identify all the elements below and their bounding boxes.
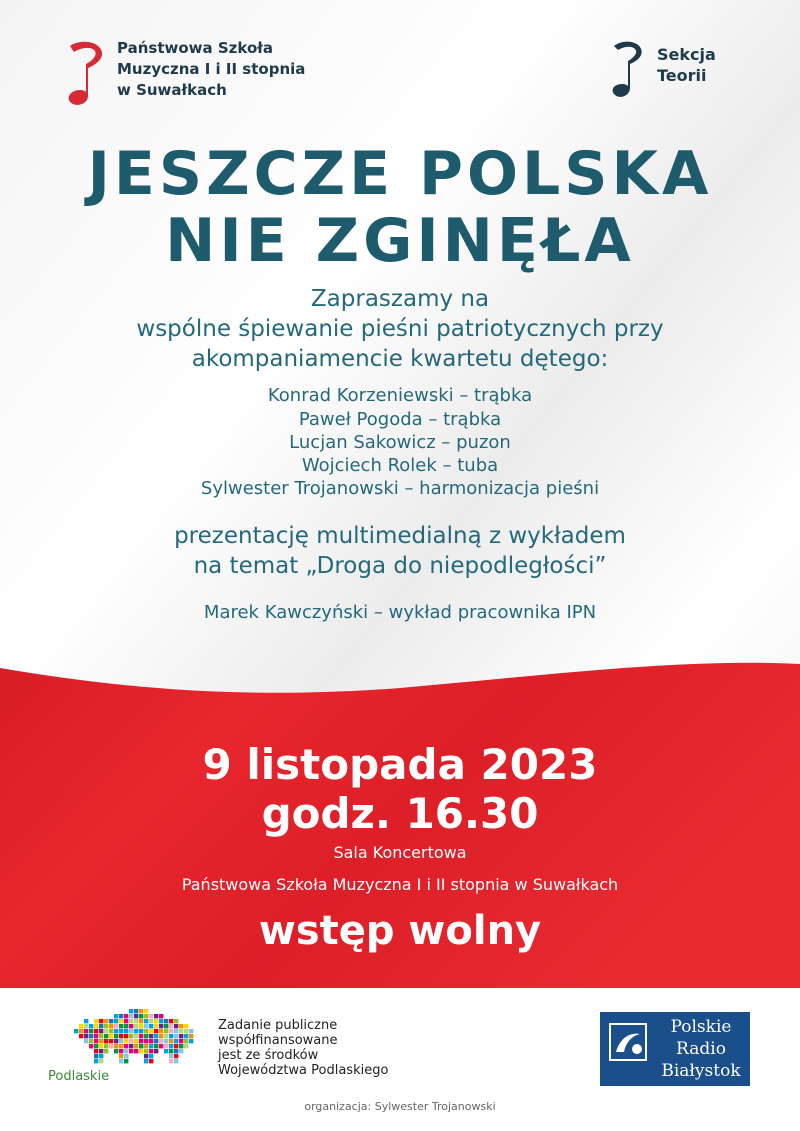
bison-mosaic-cell (124, 1034, 128, 1038)
bison-mosaic-cell (179, 1039, 183, 1043)
entry-info: wstęp wolny (258, 908, 542, 954)
bison-mosaic-cell (104, 1019, 108, 1023)
bison-mosaic-cell (94, 1044, 98, 1048)
bison-mosaic-cell (189, 1034, 193, 1038)
bison-mosaic-cell (154, 1044, 158, 1048)
radio-name-line: Białystok (661, 1061, 741, 1081)
bison-mosaic-cell (114, 1034, 118, 1038)
bison-mosaic-cell (144, 1019, 148, 1023)
bison-mosaic-cell (144, 1014, 148, 1018)
bison-mosaic-cell (149, 1044, 153, 1048)
bison-mosaic-cell (184, 1039, 188, 1043)
bison-mosaic-cell (119, 1024, 123, 1028)
bison-mosaic-cell (119, 1044, 123, 1048)
bison-mosaic-cell (104, 1024, 108, 1028)
bison-mosaic-cell (144, 1059, 148, 1063)
bison-mosaic-cell (139, 1029, 143, 1033)
section-name-line: Sekcja (657, 45, 716, 64)
school-name (117, 38, 377, 101)
bison-mosaic-cell (89, 1034, 93, 1038)
funding-line: jest ze środków (218, 1048, 319, 1063)
bison-mosaic-cell (174, 1059, 178, 1063)
event-date: 9 listopada 2023 (202, 740, 598, 789)
bison-mosaic-cell (189, 1029, 193, 1033)
bison-mosaic-cell (119, 1049, 123, 1053)
bison-mosaic-cell (149, 1039, 153, 1043)
bison-mosaic-cell (134, 1044, 138, 1048)
bison-mosaic-cell (114, 1029, 118, 1033)
bison-mosaic-cell (174, 1054, 178, 1058)
bison-mosaic-cell (94, 1039, 98, 1043)
bison-mosaic-cell (94, 1029, 98, 1033)
funding-line: Zadanie publiczne (218, 1018, 338, 1033)
bison-mosaic-cell (164, 1044, 168, 1048)
bison-mosaic-cell (129, 1009, 133, 1013)
school-name-line: Muzyczna I i II stopnia (117, 60, 306, 78)
bison-mosaic-cell (134, 1039, 138, 1043)
bison-mosaic-cell (164, 1034, 168, 1038)
bison-mosaic-cell (119, 1029, 123, 1033)
lecturer-line: Marek Kawczyński – wykład pracownika IPN (203, 602, 597, 623)
bison-mosaic-cell (154, 1019, 158, 1023)
podlaskie-label: Podlaskie (48, 1069, 110, 1084)
bison-mosaic-cell (79, 1024, 83, 1028)
bison-mosaic-cell (154, 1029, 158, 1033)
bison-mosaic-cell (179, 1029, 183, 1033)
bison-mosaic-cell (124, 1014, 128, 1018)
bison-mosaic-cell (169, 1059, 173, 1063)
bison-mosaic-cell (79, 1034, 83, 1038)
bison-mosaic-cell (114, 1019, 118, 1023)
bison-mosaic-cell (154, 1024, 158, 1028)
bison-mosaic-cell (174, 1044, 178, 1048)
bison-mosaic-cell (84, 1024, 88, 1028)
bison-mosaic-cell (124, 1029, 128, 1033)
bison-mosaic-cell (124, 1039, 128, 1043)
bison-mosaic-cell (94, 1019, 98, 1023)
performer-line: Wojciech Rolek – tuba (301, 455, 499, 476)
bison-mosaic-cell (169, 1034, 173, 1038)
bison-mosaic-cell (149, 1024, 153, 1028)
bison-mosaic-cell (124, 1049, 128, 1053)
polskie-radio-logo (600, 1012, 750, 1086)
bison-mosaic-cell (149, 1049, 153, 1053)
bison-mosaic-cell (139, 1049, 143, 1053)
bison-mosaic-cell (159, 1019, 163, 1023)
bison-mosaic-cell (89, 1029, 93, 1033)
school-name-line: w Suwałkach (117, 81, 227, 99)
performer-line: Konrad Korzeniewski – trąbka (267, 385, 533, 406)
bison-mosaic-cell (129, 1024, 133, 1028)
bison-mosaic-cell (134, 1034, 138, 1038)
bison-mosaic-cell (164, 1029, 168, 1033)
performer-line: Sylwester Trojanowski – harmonizacja pieśni (200, 478, 600, 499)
radio-name (654, 1016, 748, 1082)
bison-mosaic-cell (144, 1054, 148, 1058)
bison-mosaic-cell (169, 1054, 173, 1058)
bison-mosaic-cell (124, 1044, 128, 1048)
bison-mosaic-cell (169, 1044, 173, 1048)
bison-mosaic-cell (154, 1034, 158, 1038)
bison-mosaic-cell (129, 1044, 133, 1048)
bison-mosaic-cell (134, 1024, 138, 1028)
bison-mosaic-cell (129, 1034, 133, 1038)
bison-mosaic-cell (174, 1039, 178, 1043)
bison-mosaic-cell (99, 1039, 103, 1043)
bison-mosaic-cell (144, 1029, 148, 1033)
bison-mosaic-cell (99, 1059, 103, 1063)
bison-mosaic-cell (99, 1034, 103, 1038)
bison-mosaic-cell (164, 1049, 168, 1053)
invitation-line: Zapraszamy na (310, 286, 490, 312)
funding-note (218, 1018, 478, 1078)
organizer-note: organizacja: Sylwester Trojanowski (304, 1100, 496, 1113)
bison-mosaic-cell (129, 1019, 133, 1023)
bison-mosaic-cell (114, 1039, 118, 1043)
bison-mosaic-cell (104, 1034, 108, 1038)
bison-mosaic-cell (114, 1014, 118, 1018)
bison-mosaic-cell (134, 1019, 138, 1023)
red-music-note-icon (64, 38, 108, 108)
bison-mosaic-cell (99, 1024, 103, 1028)
bison-mosaic-cell (139, 1009, 143, 1013)
bison-mosaic-cell (89, 1024, 93, 1028)
bison-mosaic-cell (154, 1039, 158, 1043)
bison-mosaic-cell (169, 1049, 173, 1053)
bison-mosaic-cell (104, 1029, 108, 1033)
bison-mosaic-cell (79, 1029, 83, 1033)
bison-mosaic-cell (169, 1019, 173, 1023)
bison-mosaic-cell (169, 1029, 173, 1033)
radio-name-line: Polskie (670, 1017, 732, 1037)
bison-mosaic-cell (174, 1049, 178, 1053)
performer-line: Lucjan Sakowicz – puzon (289, 432, 511, 453)
bison-mosaic-cell (109, 1029, 113, 1033)
event-time: godz. 16.30 (261, 789, 539, 838)
bison-mosaic-cell (74, 1029, 78, 1033)
bison-mosaic-cell (144, 1039, 148, 1043)
bison-mosaic-cell (169, 1039, 173, 1043)
bison-mosaic-cell (139, 1019, 143, 1023)
bison-mosaic-cell (124, 1019, 128, 1023)
bison-mosaic-cell (104, 1039, 108, 1043)
bison-mosaic-cell (164, 1039, 168, 1043)
bison-mosaic-cell (164, 1019, 168, 1023)
bison-mosaic-cell (164, 1024, 168, 1028)
bison-mosaic-cell (99, 1029, 103, 1033)
bison-mosaic-cell (129, 1049, 133, 1053)
funding-line: Województwa Podlaskiego (218, 1063, 389, 1078)
venue-school: Państwowa Szkoła Muzyczna I i II stopnia w Suwałkach (181, 875, 619, 894)
bison-mosaic-cell (184, 1029, 188, 1033)
bison-mosaic-cell (99, 1054, 103, 1058)
bison-mosaic-cell (184, 1034, 188, 1038)
bison-mosaic-cell (139, 1014, 143, 1018)
bison-mosaic-cell (184, 1024, 188, 1028)
bison-mosaic-cell (159, 1034, 163, 1038)
bison-mosaic-cell (119, 1014, 123, 1018)
bison-mosaic-cell (179, 1044, 183, 1048)
bison-mosaic-cell (159, 1044, 163, 1048)
bison-mosaic-cell (134, 1049, 138, 1053)
bison-mosaic-cell (124, 1024, 128, 1028)
bison-mosaic-cell (159, 1039, 163, 1043)
bison-mosaic-cell (94, 1049, 98, 1053)
bison-mosaic-cell (114, 1024, 118, 1028)
invitation-line: wspólne śpiewanie pieśni patriotycznych przy (136, 316, 664, 342)
bison-mosaic-cell (109, 1019, 113, 1023)
bison-mosaic-cell (124, 1059, 128, 1063)
invitation-line: akompaniamencie kwartetu dętego: (191, 346, 609, 372)
bison-mosaic-cell (149, 1014, 153, 1018)
bison-mosaic-cell (109, 1044, 113, 1048)
bison-mosaic-cell (144, 1044, 148, 1048)
polskie-radio-icon (608, 1022, 648, 1062)
bison-mosaic-cell (119, 1034, 123, 1038)
bison-mosaic-cell (139, 1024, 143, 1028)
bison-mosaic-cell (124, 1054, 128, 1058)
venue-room: Sala Koncertowa (333, 843, 467, 862)
bison-mosaic-cell (149, 1054, 153, 1058)
bison-mosaic-cell (174, 1024, 178, 1028)
bison-mosaic-cell (174, 1029, 178, 1033)
bison-mosaic-cell (134, 1029, 138, 1033)
bison-mosaic-cell (129, 1014, 133, 1018)
bison-mosaic-cell (149, 1029, 153, 1033)
bison-mosaic-cell (179, 1024, 183, 1028)
bison-mosaic-cell (84, 1019, 88, 1023)
section-name (657, 44, 767, 86)
bison-mosaic-cell (144, 1009, 148, 1013)
bison-mosaic-cell (149, 1034, 153, 1038)
bison-mosaic-cell (84, 1029, 88, 1033)
bison-mosaic-cell (139, 1039, 143, 1043)
bison-mosaic-cell (159, 1014, 163, 1018)
bison-mosaic-cell (154, 1049, 158, 1053)
bison-mosaic-cell (119, 1054, 123, 1058)
bison-mosaic-cell (134, 1014, 138, 1018)
bison-mosaic-cell (149, 1019, 153, 1023)
presentation-line: prezentację multimedialną z wykładem (174, 523, 626, 549)
bison-mosaic-cell (99, 1049, 103, 1053)
bison-mosaic-cell (99, 1044, 103, 1048)
bison-mosaic-cell (159, 1024, 163, 1028)
school-name-line: Państwowa Szkoła (117, 39, 273, 57)
bison-mosaic-cell (184, 1044, 188, 1048)
bison-mosaic-cell (189, 1039, 193, 1043)
radio-name-line: Radio (676, 1039, 726, 1059)
bison-mosaic-cell (144, 1024, 148, 1028)
presentation-line: na temat „Droga do niepodległości” (193, 553, 607, 579)
bison-mosaic-cell (114, 1049, 118, 1053)
bison-mosaic-cell (84, 1039, 88, 1043)
bison-mosaic-cell (114, 1044, 118, 1048)
bison-mosaic-cell (134, 1009, 138, 1013)
bison-mosaic-cell (139, 1034, 143, 1038)
bison-mosaic-cell (154, 1014, 158, 1018)
bison-mosaic-cell (139, 1044, 143, 1048)
bison-mosaic-cell (144, 1049, 148, 1053)
bison-mosaic-cell (119, 1039, 123, 1043)
bison-mosaic-cell (144, 1034, 148, 1038)
bison-mosaic-cell (109, 1039, 113, 1043)
bison-mosaic-cell (94, 1054, 98, 1058)
bison-mosaic-cell (129, 1029, 133, 1033)
bison-mosaic-cell (119, 1059, 123, 1063)
title-line: JESZCZE POLSKA (87, 139, 713, 209)
bison-mosaic-cell (89, 1039, 93, 1043)
bison-mosaic-cell (104, 1049, 108, 1053)
bison-mosaic-cell (174, 1019, 178, 1023)
bison-mosaic-cell (129, 1039, 133, 1043)
bison-mosaic-cell (99, 1019, 103, 1023)
bison-mosaic-cell (94, 1059, 98, 1063)
bison-mosaic-cell (109, 1024, 113, 1028)
funding-line: współfinansowane (218, 1033, 338, 1048)
bison-mosaic-cell (179, 1049, 183, 1053)
bison-mosaic-cell (104, 1044, 108, 1048)
navy-music-note-icon (608, 38, 648, 100)
bison-mosaic-cell (94, 1024, 98, 1028)
title-line: NIE ZGINĘŁA (165, 206, 635, 276)
section-name-line: Teorii (657, 66, 707, 85)
bison-mosaic-cell (169, 1024, 173, 1028)
bison-mosaic-cell (109, 1034, 113, 1038)
bison-mosaic-cell (94, 1034, 98, 1038)
bison-mosaic-cell (89, 1044, 93, 1048)
bison-mosaic-cell (174, 1034, 178, 1038)
bison-mosaic-cell (84, 1034, 88, 1038)
bison-mosaic-cell (119, 1019, 123, 1023)
bison-mosaic-cell (149, 1059, 153, 1063)
bison-mosaic-cell (159, 1029, 163, 1033)
bison-mosaic-cell (179, 1034, 183, 1038)
performer-line: Paweł Pogoda – trąbka (298, 409, 502, 430)
